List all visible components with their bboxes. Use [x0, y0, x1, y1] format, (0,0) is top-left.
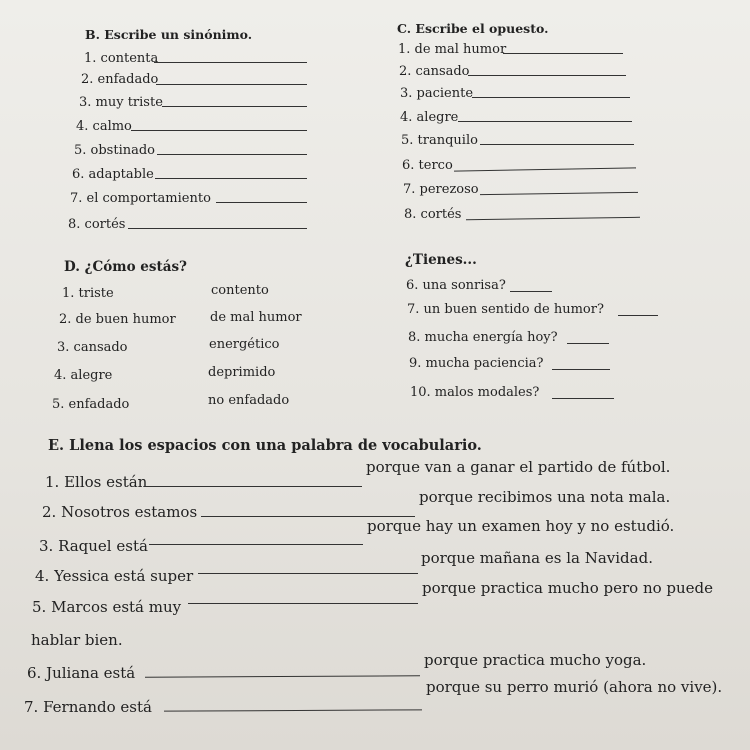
e-answer-line-6[interactable]: [145, 675, 420, 677]
tienes-answer-line-8[interactable]: [567, 343, 609, 344]
c-item-5: 5. tranquilo: [401, 133, 478, 148]
b-answer-line-8[interactable]: [128, 228, 307, 229]
e-item-4-start: 4. Yessica está super: [35, 567, 194, 585]
b-answer-line-4[interactable]: [131, 130, 307, 131]
e-item-3-start: 3. Raquel está: [39, 537, 148, 555]
tienes-item-6: 6. una sonrisa?: [406, 278, 506, 293]
e-item-1-end: porque van a ganar el partido de fútbol.: [366, 458, 671, 476]
e-item-1-start: 1. Ellos están: [45, 473, 148, 491]
c-item-2: 2. cansado: [399, 64, 470, 79]
b-item-1: 1. contenta: [84, 51, 159, 66]
c-answer-line-1[interactable]: [503, 53, 623, 54]
c-item-6: 6. terco: [402, 158, 453, 173]
e-answer-line-1[interactable]: [146, 486, 362, 487]
d-left-4: 4. alegre: [54, 368, 113, 383]
b-item-8: 8. cortés: [68, 217, 126, 232]
e-item-5-start: 5. Marcos está muy: [32, 598, 182, 616]
tienes-title: ¿Tienes...: [405, 252, 477, 268]
e-item-5-end: porque practica mucho pero no puede: [422, 579, 714, 597]
e-item-3-end: porque hay un examen hoy y no estudió.: [367, 517, 675, 535]
e-item-7-start: 7. Fernando está: [24, 698, 152, 716]
b-answer-line-1[interactable]: [154, 62, 307, 63]
e-answer-line-3[interactable]: [149, 544, 363, 545]
e-answer-line-7[interactable]: [164, 709, 422, 711]
c-answer-line-3[interactable]: [472, 97, 630, 98]
b-answer-line-6[interactable]: [155, 178, 307, 179]
tienes-answer-line-7[interactable]: [618, 315, 658, 316]
tienes-answer-line-6[interactable]: [510, 291, 552, 292]
e-item-2-end: porque recibimos una nota mala.: [419, 488, 671, 506]
d-left-2: 2. de buen humor: [59, 312, 176, 327]
section-c-title: C. Escribe el opuesto.: [397, 21, 549, 36]
c-answer-line-6[interactable]: [454, 167, 636, 171]
b-answer-line-7[interactable]: [216, 202, 307, 203]
e-answer-line-5[interactable]: [188, 603, 418, 604]
d-right-4: deprimido: [208, 365, 276, 380]
e-item-4-end: porque mañana es la Navidad.: [421, 549, 653, 567]
b-answer-line-2[interactable]: [156, 84, 307, 85]
section-d-title: D. ¿Cómo estás?: [64, 259, 187, 275]
e-item-6-start: 6. Juliana está: [27, 664, 136, 682]
d-left-1: 1. triste: [62, 286, 114, 301]
b-answer-line-3[interactable]: [162, 106, 307, 107]
tienes-item-9: 9. mucha paciencia?: [409, 356, 544, 371]
tienes-item-7: 7. un buen sentido de humor?: [407, 302, 604, 317]
c-answer-line-5[interactable]: [480, 144, 634, 145]
d-left-3: 3. cansado: [57, 340, 128, 355]
e-answer-line-4[interactable]: [198, 573, 418, 574]
b-item-7: 7. el comportamiento: [70, 191, 211, 206]
c-item-1: 1. de mal humor: [398, 42, 507, 57]
c-answer-line-4[interactable]: [458, 121, 632, 122]
e-item-2-start: 2. Nosotros estamos: [42, 503, 198, 521]
c-answer-line-8[interactable]: [466, 217, 640, 220]
b-item-4: 4. calmo: [76, 119, 132, 134]
e-item-7-end: porque su perro murió (ahora no vive).: [426, 678, 723, 696]
d-right-2: de mal humor: [210, 310, 302, 325]
tienes-item-8: 8. mucha energía hoy?: [408, 330, 558, 345]
b-item-3: 3. muy triste: [79, 95, 163, 110]
c-answer-line-2[interactable]: [468, 75, 626, 76]
tienes-answer-line-9[interactable]: [552, 369, 610, 370]
tienes-item-10: 10. malos modales?: [410, 385, 540, 400]
c-item-7: 7. perezoso: [403, 182, 479, 197]
c-item-8: 8. cortés: [404, 207, 462, 222]
b-answer-line-5[interactable]: [157, 154, 307, 155]
e-item-5-continuation: hablar bien.: [31, 631, 123, 649]
b-item-6: 6. adaptable: [72, 167, 154, 182]
c-item-3: 3. paciente: [400, 86, 474, 101]
b-item-2: 2. enfadado: [81, 72, 159, 87]
section-b-title: B. Escribe un sinónimo.: [85, 27, 253, 42]
d-left-5: 5. enfadado: [52, 397, 130, 412]
e-item-6-end: porque practica mucho yoga.: [424, 651, 647, 669]
d-right-3: energético: [209, 337, 280, 352]
d-right-5: no enfadado: [208, 393, 290, 408]
b-item-5: 5. obstinado: [74, 143, 156, 158]
d-right-1: contento: [211, 283, 269, 298]
c-item-4: 4. alegre: [400, 110, 459, 125]
c-answer-line-7[interactable]: [480, 192, 638, 195]
tienes-answer-line-10[interactable]: [552, 398, 614, 399]
section-e-title: E. Llena los espacios con una palabra de vocabulario.: [48, 437, 482, 454]
